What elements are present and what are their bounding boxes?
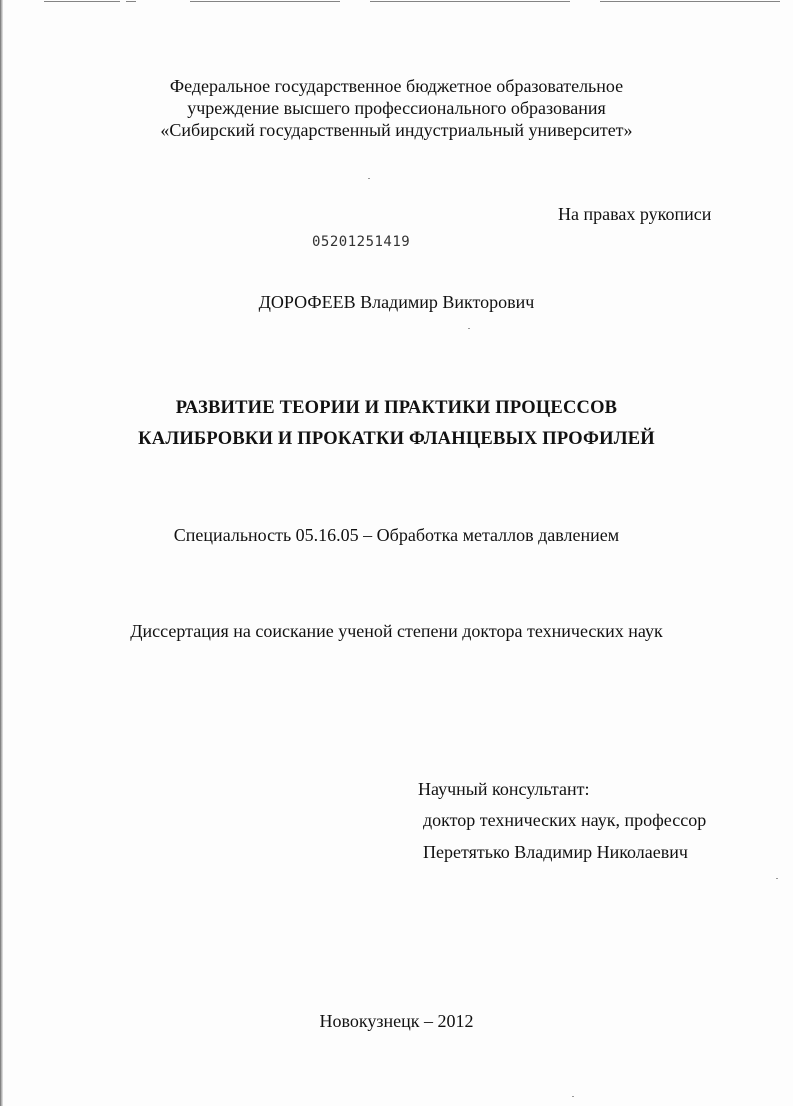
- author-name: ДОРОФЕЕВ Владимир Викторович: [258, 292, 535, 312]
- scan-edge: [0, 0, 3, 1106]
- institution-line-2: учреждение высшего профессионального образования: [187, 98, 606, 118]
- scan-artifact: [44, 1, 120, 2]
- scan-artifact: [368, 178, 370, 179]
- consultant-name: Перетятько Владимир Николаевич: [423, 842, 688, 862]
- dissertation-type: Диссертация на соискание ученой степени доктора технических наук: [130, 621, 663, 641]
- consultant-degree: доктор технических наук, профессор: [423, 810, 707, 830]
- scan-artifact: [600, 1, 780, 2]
- scan-artifact: [190, 1, 340, 2]
- registration-stamp: 05201251419: [312, 234, 411, 250]
- consultant-label: Научный консультант:: [418, 779, 590, 799]
- institution-line-3: «Сибирский государственный индустриальный университет»: [160, 120, 633, 140]
- scan-artifact: [468, 328, 470, 329]
- manuscript-note: На правах рукописи: [558, 204, 712, 224]
- city-year: Новокузнецк – 2012: [319, 1011, 474, 1031]
- institution-line-1: Федеральное государственное бюджетное образовательное: [169, 76, 624, 96]
- scan-artifact: [370, 1, 570, 2]
- scan-artifact: [776, 878, 778, 879]
- dissertation-title-line-1: РАЗВИТИЕ ТЕОРИИ И ПРАКТИКИ ПРОЦЕССОВ: [175, 398, 618, 418]
- dissertation-title-line-2: КАЛИБРОВКИ И ПРОКАТКИ ФЛАНЦЕВЫХ ПРОФИЛЕЙ: [138, 429, 655, 449]
- scan-artifact: [126, 1, 136, 2]
- specialty: Специальность 05.16.05 – Обработка металлов давлением: [173, 525, 620, 545]
- scan-artifact: [572, 1096, 574, 1097]
